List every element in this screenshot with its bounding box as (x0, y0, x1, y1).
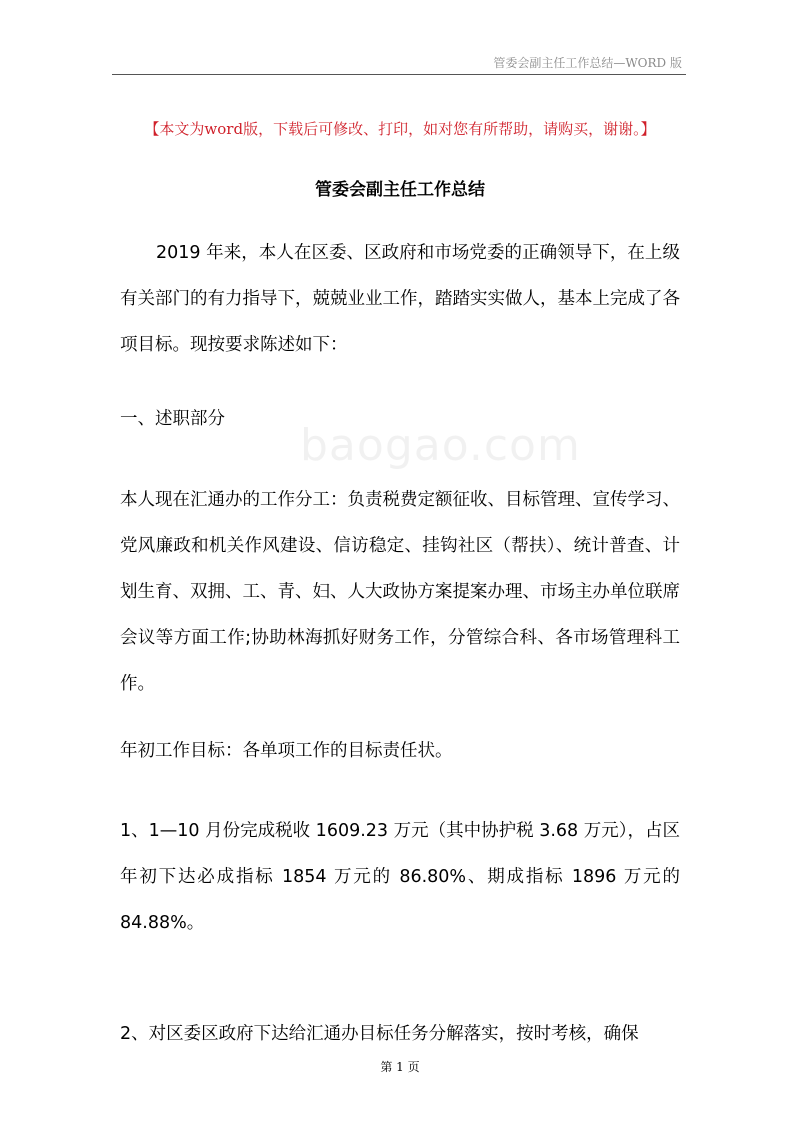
paragraph-duties: 本人现在汇通办的工作分工：负责税费定额征收、目标管理、宣传学习、党风廉政和机关作风建设、信访稳定、挂钩社区（帮扶）、统计普查、计划生育、双拥、工、青、妇、人大政协方案提案办理、市场主办单位联席会议等方面工作;协助林海抓好财务工作，分管综合科、各市场管理科工作。 (120, 490, 680, 694)
document-title: 管委会副主任工作总结 (315, 180, 485, 200)
watermark: baogao.com (300, 420, 581, 471)
section-heading: 一、述职部分 (120, 409, 225, 429)
paragraph-item-2: 2、对区委区政府下达给汇通办目标任务分解落实，按时考核，确保 (120, 1024, 639, 1044)
header-rule (112, 74, 686, 75)
paragraph-goals: 年初工作目标：各单项工作的目标责任状。 (120, 741, 453, 761)
paragraph-intro: 2019 年来，本人在区委、区政府和市场党委的正确领导下，在上级有关部门的有力指导下，兢兢业业工作，踏踏实实做人，基本上完成了各项目标。现按要求陈述如下： (120, 243, 680, 355)
page-header-title: 管委会副主任工作总结—WORD 版 (493, 56, 682, 70)
page-number: 第 1 页 (380, 1060, 420, 1074)
paragraph-item-1: 1、1—10 月份完成税收 1609.23 万元（其中协护税 3.68 万元），占区年初下达必成指标 1854 万元的 86.80%、期成指标 1896 万元的 84.88%。 (120, 821, 680, 933)
purchase-notice: 【本文为word版，下载后可修改、打印，如对您有所帮助，请购买，谢谢。】 (144, 120, 656, 138)
